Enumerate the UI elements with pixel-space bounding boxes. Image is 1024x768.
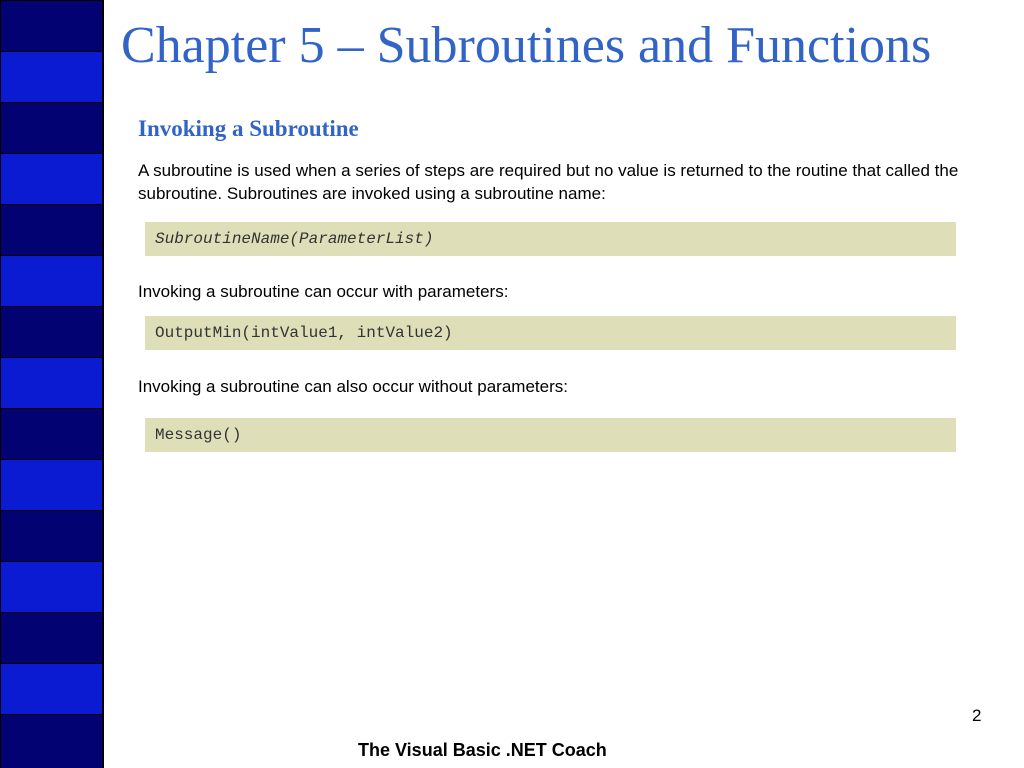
sidebar-block bbox=[1, 307, 102, 357]
sidebar-block bbox=[1, 511, 102, 561]
code-example-syntax: SubroutineName(ParameterList) bbox=[145, 222, 956, 256]
code-example-with-parameters: OutputMin(intValue1, intValue2) bbox=[145, 316, 956, 350]
sidebar-block bbox=[1, 358, 102, 408]
sidebar-block bbox=[1, 154, 102, 204]
footer-text: The Visual Basic .NET Coach bbox=[358, 740, 607, 760]
with-parameters-text: Invoking a subroutine can occur with parameters: bbox=[138, 282, 509, 301]
sidebar-block bbox=[1, 664, 102, 714]
sidebar-block bbox=[1, 460, 102, 510]
sidebar-block bbox=[1, 52, 102, 102]
sidebar-block bbox=[1, 613, 102, 663]
slide-title: Chapter 5 – Subroutines and Functions bbox=[121, 17, 932, 74]
sidebar-block bbox=[1, 562, 102, 612]
decorative-sidebar bbox=[0, 0, 104, 768]
sidebar-block bbox=[1, 103, 102, 153]
sidebar-block bbox=[1, 409, 102, 459]
sidebar-block bbox=[1, 715, 102, 768]
without-parameters-text: Invoking a subroutine can also occur without parameters: bbox=[138, 377, 568, 396]
code-example-without-parameters: Message() bbox=[145, 418, 956, 452]
sidebar-block bbox=[1, 256, 102, 306]
page-number: 2 bbox=[972, 706, 982, 725]
sidebar-block bbox=[1, 205, 102, 255]
section-heading: Invoking a Subroutine bbox=[138, 116, 359, 141]
intro-paragraph: A subroutine is used when a series of steps are required but no value is returned to the routine that called the subroutine. Subroutines are invoked using a subroutine name: bbox=[138, 161, 959, 203]
sidebar-block bbox=[1, 1, 102, 51]
